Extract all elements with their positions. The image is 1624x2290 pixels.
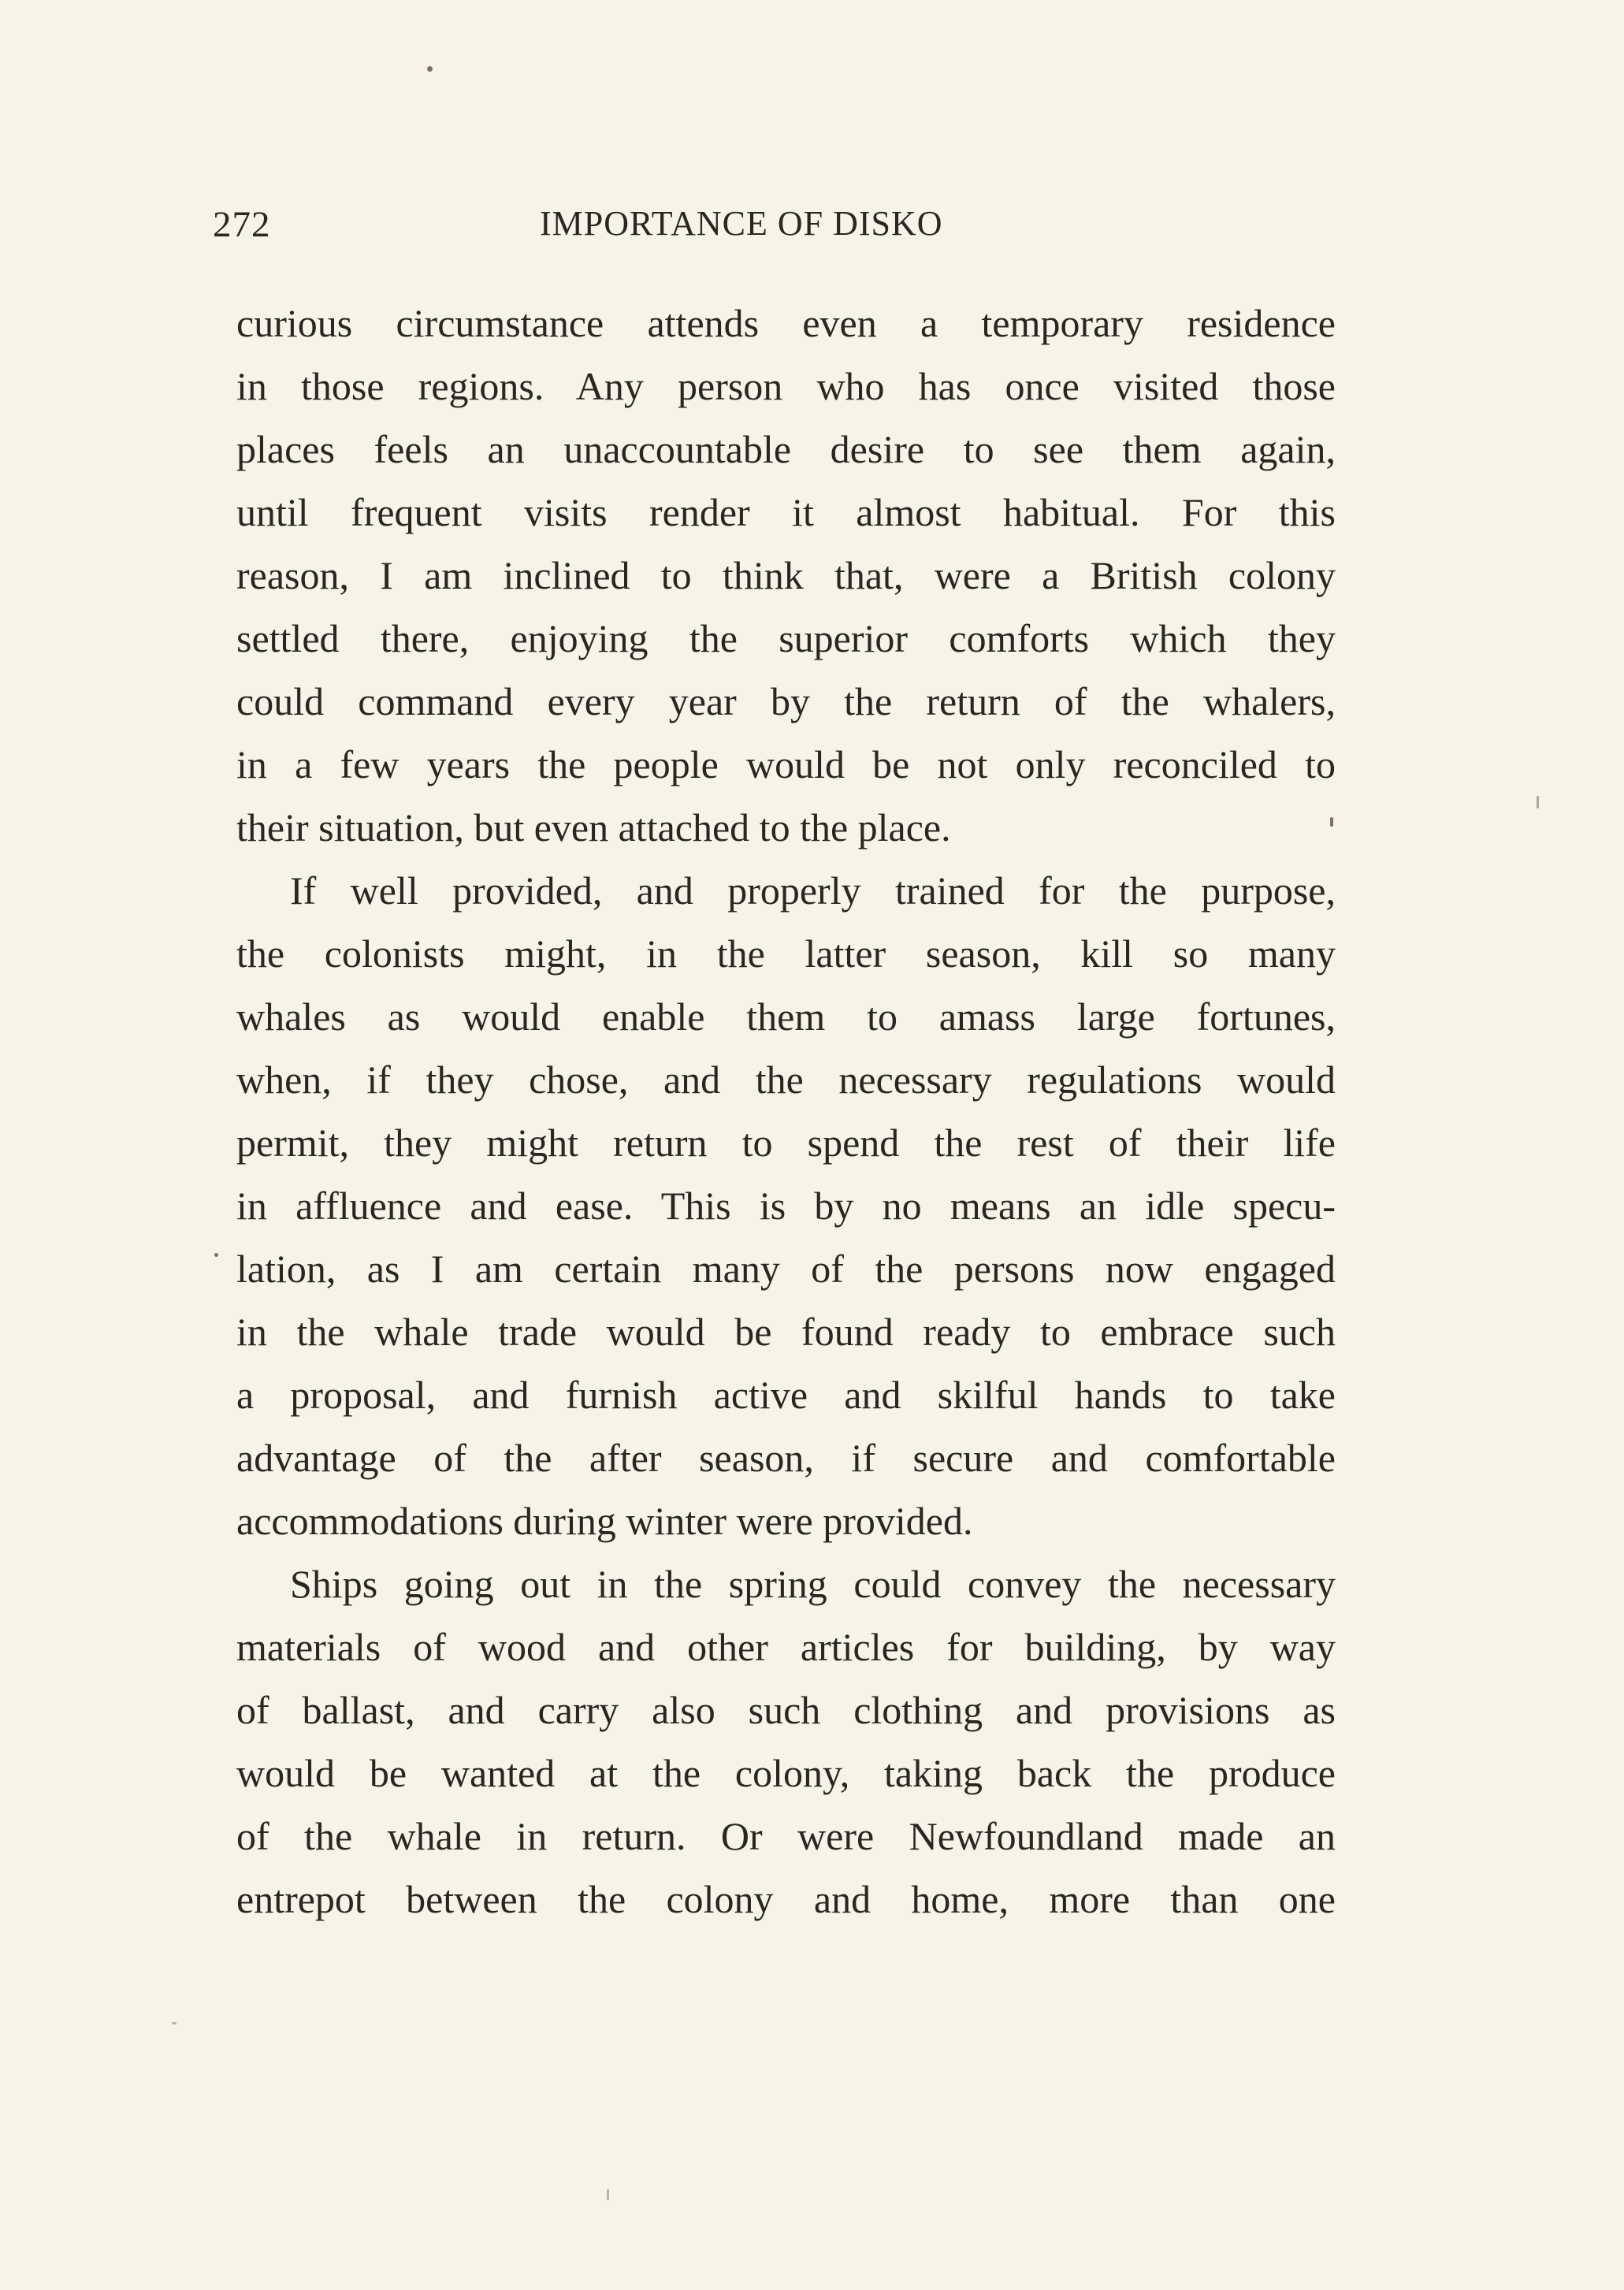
paragraph-first-line: Ships going out in the spring could convey the necessary bbox=[290, 1562, 1336, 1606]
page-number: 272 bbox=[213, 204, 271, 245]
text-line: until frequent visits render it almost habitual. For this bbox=[236, 490, 1336, 534]
text-line: in those regions. Any person who has once visited those bbox=[236, 364, 1336, 408]
body-text bbox=[236, 292, 1336, 1931]
text-line: the colonists might, in the latter season, kill so many bbox=[236, 931, 1336, 976]
text-line: in the whale trade would be found ready to embrace such bbox=[236, 1310, 1336, 1354]
paper-speck bbox=[1537, 796, 1539, 809]
text-line: lation, as I am certain many of the persons now engaged bbox=[236, 1247, 1336, 1291]
text-line: entrepot between the colony and home, more than one bbox=[236, 1877, 1336, 1921]
running-head bbox=[213, 203, 1044, 262]
paragraph-last-line: their situation, but even attached to the place. bbox=[236, 805, 951, 849]
text-line: permit, they might return to spend the rest of their life bbox=[236, 1121, 1336, 1165]
text-line: places feels an unaccountable desire to see them again, bbox=[236, 427, 1336, 471]
text-line: materials of wood and other articles for building, by way bbox=[236, 1625, 1336, 1669]
paper-speck bbox=[172, 2022, 177, 2024]
text-line: when, if they chose, and the necessary regulations would bbox=[236, 1058, 1336, 1102]
paragraph-first-line: If well provided, and properly trained for the purpose, bbox=[290, 868, 1336, 913]
text-line: advantage of the after season, if secure and comfortable bbox=[236, 1436, 1336, 1480]
text-line: of the whale in return. Or were Newfoundland made an bbox=[236, 1814, 1336, 1858]
text-line: would be wanted at the colony, taking back the produce bbox=[236, 1751, 1336, 1795]
running-title: IMPORTANCE OF DISKO bbox=[540, 204, 943, 243]
text-line: curious circumstance attends even a temporary residence bbox=[236, 301, 1336, 345]
paragraph-last-line: accommodations during winter were provided. bbox=[236, 1499, 973, 1543]
text-line: could command every year by the return of the whalers, bbox=[236, 679, 1336, 723]
text-line: in a few years the people would be not only reconciled to bbox=[236, 742, 1336, 786]
text-line: in affluence and ease. This is by no means an idle specu- bbox=[236, 1184, 1336, 1228]
text-line: settled there, enjoying the superior comforts which they bbox=[236, 616, 1336, 660]
text-line: a proposal, and furnish active and skilful hands to take bbox=[236, 1373, 1336, 1417]
text-line: whales as would enable them to amass large fortunes, bbox=[236, 994, 1336, 1039]
paper-speck bbox=[607, 2189, 609, 2200]
text-line: reason, I am inclined to think that, were a British colony bbox=[236, 553, 1336, 597]
paper-speck bbox=[214, 1253, 218, 1257]
paper-speck bbox=[427, 66, 433, 72]
text-line: of ballast, and carry also such clothing and provisions as bbox=[236, 1688, 1336, 1732]
paper-speck bbox=[1330, 817, 1333, 827]
